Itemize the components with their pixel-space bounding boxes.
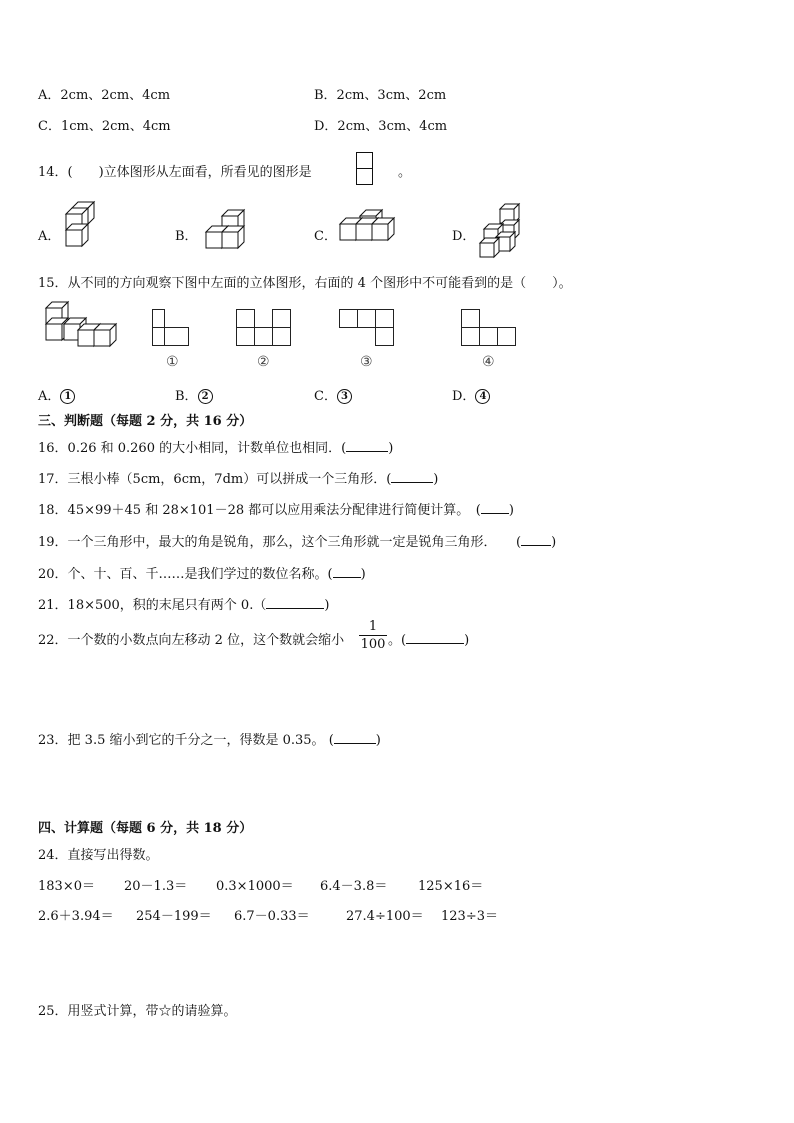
- q22-fraction-numerator: 1: [368, 619, 378, 634]
- q20: 20．个、十、百、千……是我们学过的数位名称。( ): [38, 567, 366, 582]
- cube-face: [372, 224, 388, 240]
- q14-option-b: B．: [175, 229, 198, 244]
- q15-view-label-1: ①: [166, 354, 179, 370]
- section4-title: 四、计算题（每题 6 分，共 18 分）: [38, 821, 253, 836]
- q15-view-3: [339, 309, 399, 347]
- q16-answer-blank[interactable]: [346, 439, 388, 452]
- q14-figure-d: [476, 203, 526, 261]
- q13-option-a: A．2cm、2cm、4cm: [38, 88, 171, 103]
- q15-view-label-3: ③: [360, 354, 373, 370]
- q15-view-2: [236, 309, 296, 347]
- q18-answer-blank[interactable]: [481, 501, 509, 514]
- q24-problem: 6.4－3.8＝: [320, 879, 388, 894]
- q17-answer-blank[interactable]: [391, 470, 433, 483]
- q19: 19．一个三角形中，最大的角是锐角，那么，这个三角形就一定是锐角三角形． ( ): [38, 535, 557, 550]
- cube-face: [66, 230, 82, 246]
- q14-stem-end: 。: [398, 165, 412, 180]
- q17: 17．三根小棒（5cm，6cm，7dm）可以拼成一个三角形．( ): [38, 472, 439, 487]
- q14-stem: 14．( )立体图形从左面看，所看见的图形是: [38, 165, 312, 180]
- q14-option-c: C．: [314, 229, 337, 244]
- q15-stem: 15．从不同的方向观察下图中左面的立体图形，右面的 4 个图形中不可能看到的是（ ）。: [38, 276, 572, 291]
- q23: 23．把 3.5 缩小到它的千分之一，得数是 0.35。 ( ): [38, 733, 381, 748]
- q22-stem: 22．一个数的小数点向左移动 2 位，这个数就会缩小: [38, 633, 345, 648]
- q14-figure-b: [202, 210, 250, 256]
- section3-title: 三、判断题（每题 2 分，共 16 分）: [38, 414, 253, 429]
- q24-problem: 2.6＋3.94＝: [38, 909, 114, 924]
- q16: 16．0.26 和 0.260 的大小相同，计数单位也相同．( ): [38, 441, 394, 456]
- q15-option-d: D． 4: [452, 385, 490, 404]
- q15-option-d-num: 4: [475, 389, 490, 404]
- q14-figure-a: [62, 200, 102, 256]
- q22-fraction: [359, 619, 387, 652]
- q15-solid-figure: [44, 302, 110, 352]
- q15-view-label-2: ②: [257, 354, 270, 370]
- cube-face: [94, 330, 110, 346]
- q22-tail: 。( ): [388, 633, 470, 648]
- q14-figure-c: [338, 212, 400, 246]
- cube-face: [206, 232, 222, 248]
- q14-left-view-figure: [356, 152, 376, 186]
- cube-face: [46, 324, 62, 340]
- q15-option-b-num: 2: [198, 389, 213, 404]
- q15-option-c: C． 3: [314, 385, 352, 404]
- cube-face: [78, 330, 94, 346]
- q24-stem: 24．直接写出得数。: [38, 848, 159, 863]
- q15-option-a-num: 1: [60, 389, 75, 404]
- q15-option-b: B． 2: [175, 385, 213, 404]
- q23-answer-blank[interactable]: [334, 731, 376, 744]
- q22-fraction-bar: [359, 635, 387, 636]
- q18: 18．45×99＋45 和 28×101－28 都可以应用乘法分配律进行简便计算。 ( ): [38, 503, 514, 518]
- q13-option-c: C．1cm、2cm、4cm: [38, 119, 171, 134]
- q24-problem: 254－199＝: [136, 909, 212, 924]
- q15-view-4: [461, 309, 521, 347]
- cube-face: [356, 224, 372, 240]
- cube-face: [480, 243, 494, 257]
- q22-fraction-denominator: 100: [360, 637, 386, 652]
- q21-answer-blank[interactable]: [266, 596, 324, 609]
- q19-answer-blank[interactable]: [521, 533, 551, 546]
- q24-problem: 123÷3＝: [441, 909, 498, 924]
- q15-option-c-num: 3: [337, 389, 352, 404]
- cube-face: [340, 224, 356, 240]
- q24-problem: 183×0＝: [38, 879, 95, 894]
- q13-option-b: B．2cm、3cm、2cm: [314, 88, 447, 103]
- q21: 21．18×500，积的末尾只有两个 0.（ ): [38, 598, 330, 613]
- q24-problem: 20－1.3＝: [124, 879, 188, 894]
- cube-face: [222, 232, 238, 248]
- q22-answer-blank[interactable]: [406, 631, 464, 644]
- q13-option-d: D．2cm、3cm、4cm: [314, 119, 448, 134]
- q15-view-label-4: ④: [482, 354, 495, 370]
- q14-option-a: A．: [38, 229, 61, 244]
- q25-stem: 25．用竖式计算，带☆的请验算。: [38, 1004, 237, 1019]
- q24-problem: 27.4÷100＝: [346, 909, 424, 924]
- q24-problem: 125×16＝: [418, 879, 484, 894]
- q14-option-d: D．: [452, 229, 476, 244]
- q15-view-1: [152, 309, 192, 347]
- q20-answer-blank[interactable]: [333, 565, 361, 578]
- q15-option-a: A． 1: [38, 385, 75, 404]
- q24-problem: 0.3×1000＝: [216, 879, 294, 894]
- q24-problem: 6.7－0.33＝: [234, 909, 310, 924]
